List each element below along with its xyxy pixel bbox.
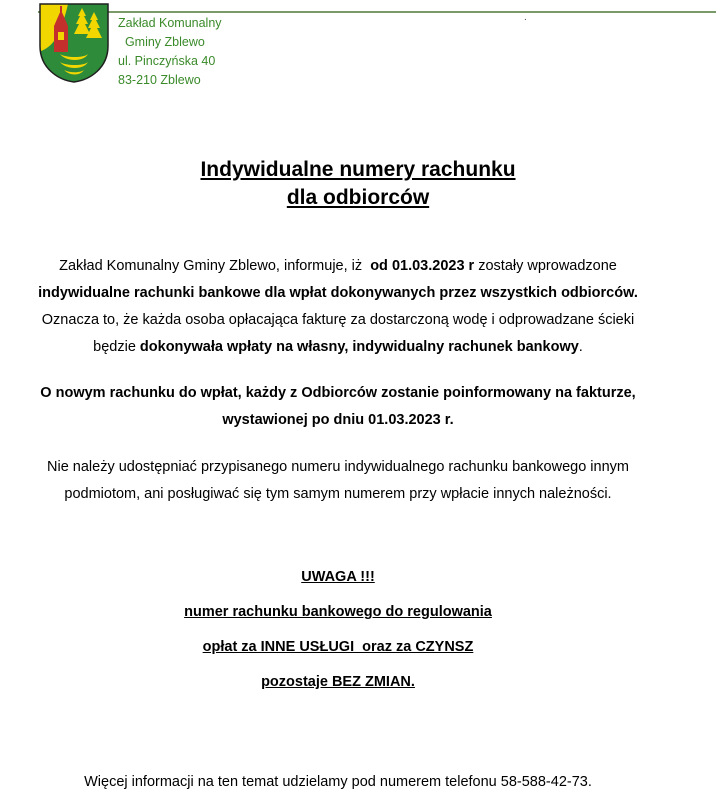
title-line-1: Indywidualne numery rachunku xyxy=(200,158,516,181)
effective-date: od 01.03.2023 r xyxy=(370,258,475,274)
notice-line xyxy=(0,669,676,704)
company-line: Gminy Zblewo xyxy=(118,35,205,49)
warning-paragraph xyxy=(0,454,676,508)
paragraph-line xyxy=(0,253,676,280)
paragraph-line: Nie należy udostępniać przypisanego numeru indywidualnego rachunku bankowego innym xyxy=(47,459,629,475)
notice-line xyxy=(0,599,676,634)
title-line-2: dla odbiorców xyxy=(286,186,430,209)
paragraph-line: wystawionej po dniu 01.03.2023 r. xyxy=(222,412,454,428)
company-line: Zakład Komunalny xyxy=(118,16,222,30)
notice-text: opłat za INNE USŁUGI oraz za CZYNSZ xyxy=(202,639,474,655)
notice-block xyxy=(0,564,676,704)
letterhead xyxy=(0,0,716,90)
text: . xyxy=(578,339,583,355)
announcement-paragraph xyxy=(0,253,676,361)
paragraph-line: Oznacza to, że każda osoba opłacająca fakturę za dostarczoną wodę i odprowadzane ścieki xyxy=(41,312,635,328)
notice-line xyxy=(0,564,676,599)
paragraph-line: O nowym rachunku do wpłat, każdy z Odbiorców zostanie poinformowany na fakturze, xyxy=(40,385,636,401)
company-line: 83-210 Zblewo xyxy=(118,73,201,87)
paragraph-line xyxy=(0,280,676,307)
municipal-coat-of-arms-icon xyxy=(38,2,110,84)
bold-text: indywidualne rachunki bankowe dla wpłat dokonywanych przez wszystkich odbiorców. xyxy=(38,285,638,301)
footer-contact: Więcej informacji na ten temat udzielamy pod numerem telefonu 58-588-42-73. xyxy=(84,774,592,790)
notice-heading: UWAGA !!! xyxy=(301,569,375,585)
paragraph-line: podmiotom, ani posługiwać się tym samym numerem przy wpłacie innych należności. xyxy=(64,486,612,502)
notice-text: numer rachunku bankowego do regulowania xyxy=(184,604,492,620)
invoice-info-paragraph xyxy=(0,380,676,434)
company-address xyxy=(118,14,222,90)
company-line: ul. Pinczyńska 40 xyxy=(118,54,216,68)
text: Zakład Komunalny Gminy Zblewo, informuje, iż xyxy=(59,258,371,274)
text: będzie xyxy=(93,339,140,355)
document-title xyxy=(0,156,716,212)
bold-text: dokonywała wpłaty na własny, indywidualny rachunek bankowy xyxy=(139,339,579,355)
text: zostały wprowadzone xyxy=(474,258,617,274)
notice-text: pozostaje BEZ ZMIAN. xyxy=(261,674,415,690)
notice-line xyxy=(0,634,676,669)
paragraph-line xyxy=(0,334,676,361)
header-dot: . xyxy=(524,12,527,23)
header-rule xyxy=(38,11,716,13)
